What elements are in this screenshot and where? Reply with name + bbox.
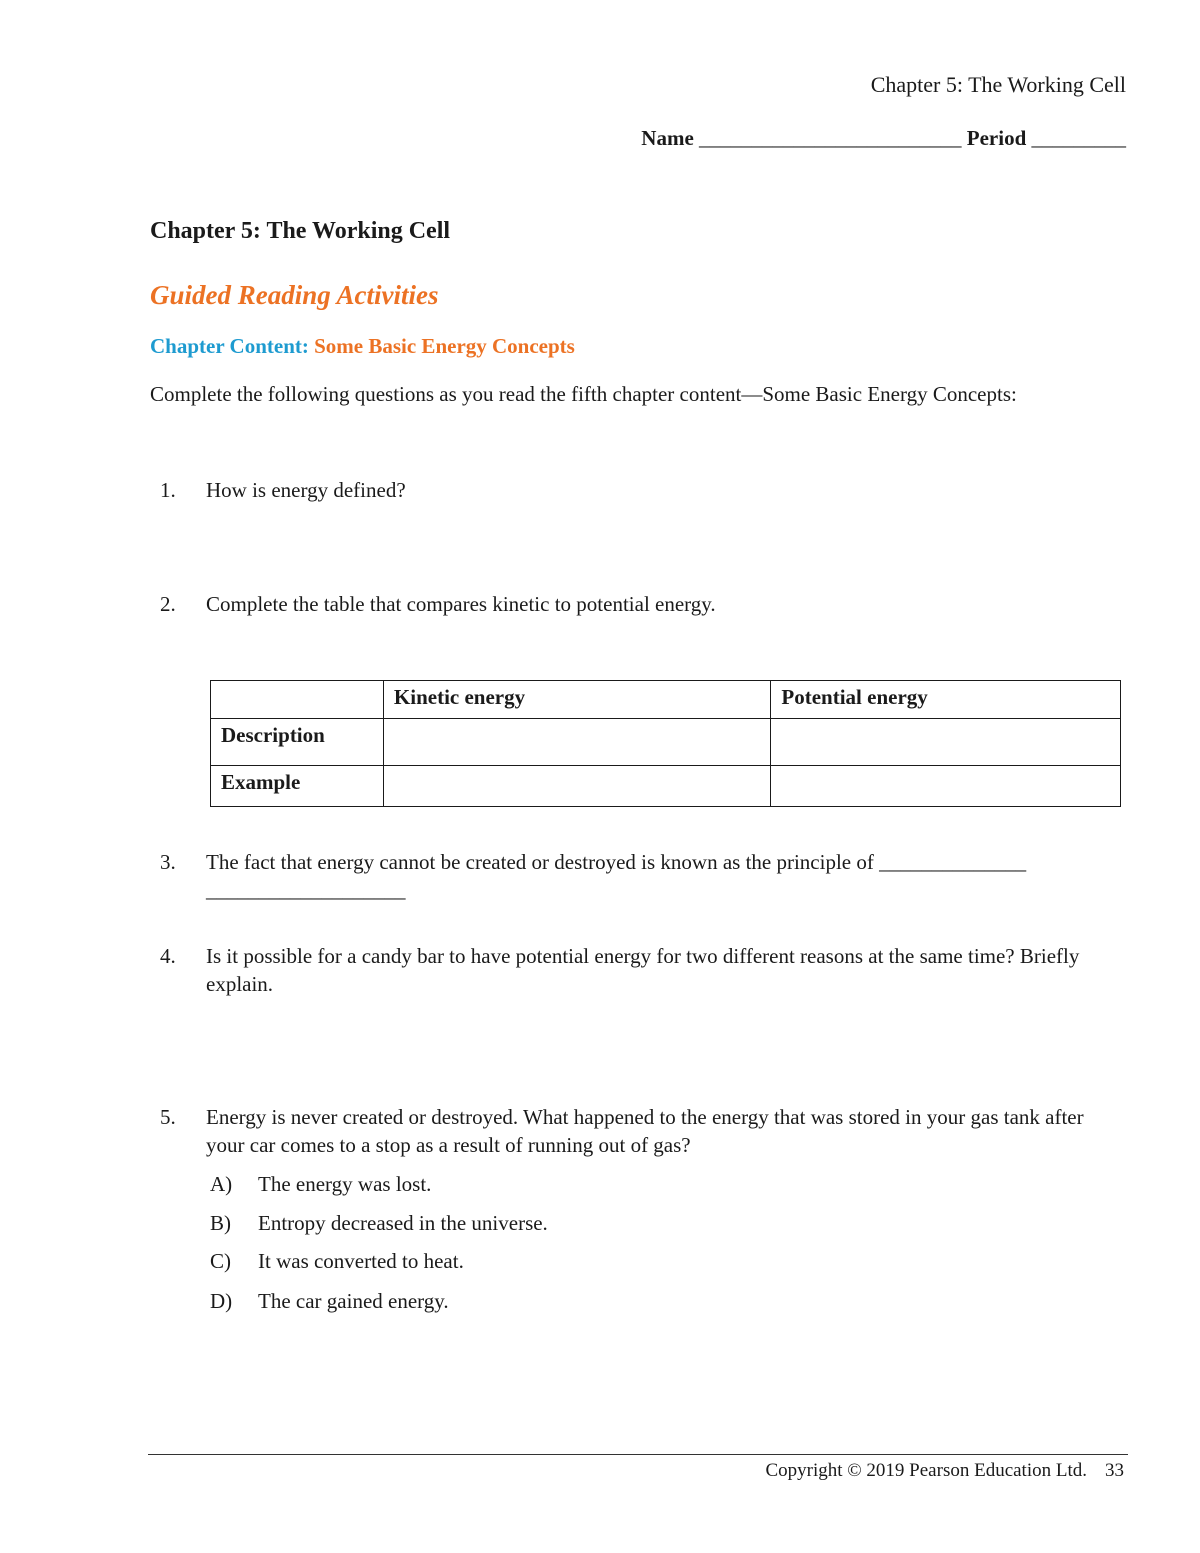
question-5 (160, 1103, 1120, 1159)
question-number: 3. (160, 850, 176, 874)
option-a[interactable] (210, 1170, 431, 1198)
section-title: Guided Reading Activities (150, 280, 439, 310)
question-4 (160, 942, 1120, 998)
energy-comparison-table (210, 680, 1121, 807)
question-2 (160, 590, 1120, 618)
option-letter: D) (210, 1289, 233, 1313)
table-cell-kinetic-description[interactable] (383, 719, 770, 766)
table-header-potential: Potential energy (771, 681, 1121, 719)
table-row (211, 719, 1121, 766)
option-b[interactable] (210, 1209, 548, 1237)
question-text: The fact that energy cannot be created or destroyed is known as the principle of ______________ (206, 850, 1027, 874)
option-letter: A) (210, 1172, 233, 1196)
option-text: The energy was lost. (258, 1172, 432, 1196)
page-number: 33 (1105, 1460, 1124, 1481)
table-row (211, 766, 1121, 807)
name-period-line (641, 126, 1126, 151)
option-letter: B) (210, 1211, 231, 1235)
table-cell-kinetic-example[interactable] (383, 766, 770, 807)
content-heading-topic: Some Basic Energy Concepts (314, 334, 575, 358)
option-c[interactable] (210, 1247, 464, 1275)
option-text: The car gained energy. (258, 1289, 449, 1313)
question-text: Complete the table that compares kinetic to potential energy. (206, 592, 716, 616)
footer-divider (148, 1454, 1128, 1455)
table-header-row (211, 681, 1121, 719)
question-1 (160, 476, 1120, 504)
content-heading-label: Chapter Content: (150, 334, 309, 358)
name-label: Name (641, 126, 694, 150)
period-blank[interactable]: _________ (1031, 126, 1126, 150)
option-text: It was converted to heat. (258, 1249, 464, 1273)
question-3 (160, 848, 1120, 904)
question-number: 4. (160, 944, 176, 968)
copyright-text: Copyright © 2019 Pearson Education Ltd. (765, 1460, 1087, 1481)
table-cell-potential-example[interactable] (771, 766, 1121, 807)
question-text: How is energy defined? (206, 478, 406, 502)
option-d[interactable] (210, 1287, 449, 1315)
table-cell-potential-description[interactable] (771, 719, 1121, 766)
intro-text: Complete the following questions as you read the fifth chapter content—Some Basic Energy Concepts: (150, 382, 1017, 406)
answer-blank[interactable]: ___________________ (206, 878, 406, 902)
table-row-label-description: Description (211, 719, 384, 766)
option-letter: C) (210, 1249, 231, 1273)
period-label: Period (966, 126, 1027, 150)
question-number: 1. (160, 478, 176, 502)
table-header-kinetic: Kinetic energy (383, 681, 770, 719)
option-text: Entropy decreased in the universe. (258, 1211, 548, 1235)
question-number: 5. (160, 1105, 176, 1129)
name-blank[interactable]: _________________________ (699, 126, 962, 150)
question-text: Energy is never created or destroyed. What happened to the energy that was stored in your gas tank after your car comes to a stop as a result of running out of gas? (206, 1105, 1084, 1157)
footer (765, 1460, 1124, 1482)
table-row-label-example: Example (211, 766, 384, 807)
chapter-title: Chapter 5: The Working Cell (150, 218, 451, 244)
running-head: Chapter 5: The Working Cell (870, 72, 1126, 97)
question-text: Is it possible for a candy bar to have potential energy for two different reasons at the same time? Briefly explain. (206, 944, 1080, 996)
content-heading (150, 334, 575, 359)
question-number: 2. (160, 592, 176, 616)
table-corner-cell (211, 681, 384, 719)
